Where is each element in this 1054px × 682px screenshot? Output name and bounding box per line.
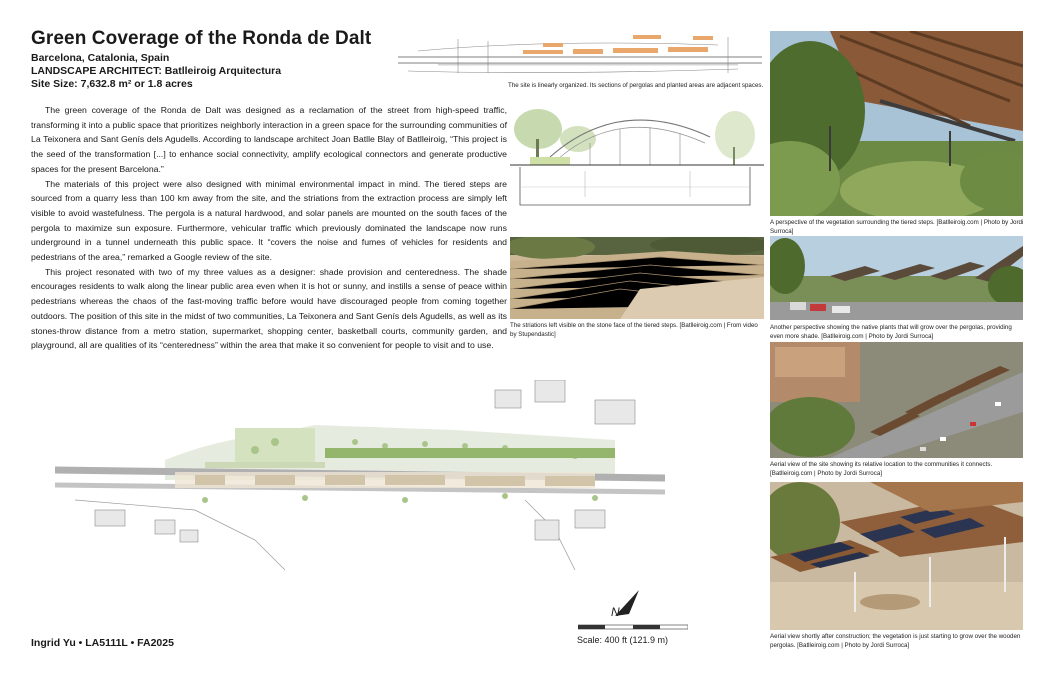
caption-photo-4: Aerial view shortly after construction; the vegetation is just starting to grow over the wooden pergolas. [Batlleiroig.com | Photo by Jordi Surroca] (770, 633, 1021, 649)
tiered-steps-photo (510, 237, 764, 319)
paragraph-2: The materials of this project were also designed with minimal environmental impact in mind. The tiered steps are sourced from a quarry less than 100 km away from the site, and the striations from the extraction process are simply left visible to avoid wastefulness. The pergola is a natural hardwood, and solar panels are mounted on the south faces of the pergola to maximize sun exposure. Furthermore, vehicular traffic which previously dominated the landscape now runs underground in a tunnel underneath this public space. It “covers the noise and fumes of vehicles for residents and pedestrians of the area,” remarked a Google review of the site. (31, 178, 507, 263)
caption-photo-3: Aerial view of the site showing its relative location to the communities it connects. [Batlleiroig.com | Photo by Jordi Surroca] (770, 461, 993, 477)
caption-photo-1: A perspective of the vegetation surrounding the tiered steps. [Batlleiroig.com | Photo by Jordi Surroca] (770, 219, 1024, 235)
project-location: Barcelona, Catalonia, Spain (31, 52, 170, 64)
caption-photo-2: Another perspective showing the native plants that will grow over the pergolas, providing even more shade. [Batlleiroig.com | Photo by Jordi Surroca] (770, 324, 1012, 340)
scale-bar (578, 624, 688, 632)
site-size: Site Size: 7,632.8 m² or 1.8 acres (31, 78, 193, 90)
landscape-architect: LANDSCAPE ARCHITECT: Batlleiroig Arquitectura (31, 65, 282, 77)
north-label: N (611, 605, 620, 619)
native-plants-photo (770, 236, 1023, 320)
caption-plan-strip: The site is linearly organized. Its sections of pergolas and planted areas are adjacent spaces. (508, 82, 764, 89)
scale-label: Scale: 400 ft (121.9 m) (577, 635, 669, 645)
aerial-after-construction-photo (770, 482, 1023, 630)
north-arrow-icon (607, 588, 643, 620)
paragraph-3: This project resonated with two of my three values as a designer: shade provision and centeredness. The shade encourages residents to walk along the linear public area even when it is hot or sunny, and instills a sense of peace within pedestrians whereas the chaos of the fast-moving traffic before would have discouraged people from coming together outdoors. The position of this site in the midst of two communities, La Teixonera and Sant Genís dels Agudells, as well as its stones-throw distance from a metro station, supermarket, shopping center, basketball courts, community garden, and playground, all are qualities of its “centeredness” within the area that make it so convenient for people to visit and to use. (31, 266, 507, 351)
author-course-line: Ingrid Yu • LA5111L • FA2025 (31, 637, 174, 649)
body-text (31, 103, 507, 353)
linear-site-plan-strip (398, 33, 762, 79)
page-title: Green Coverage of the Ronda de Dalt (31, 28, 372, 49)
caption-steps: The striations left visible on the stone face of the tiered steps. [Batlleiroig.com | From video by Stupendastic] (510, 322, 758, 338)
vegetation-perspective-photo (770, 31, 1023, 216)
pergola-section-drawing (510, 97, 764, 207)
paragraph-1: The green coverage of the Ronda de Dalt was designed as a reclamation of the street from high-speed traffic, transforming it into a public space that prioritizes neighborly interaction in a green space for the surrounding communities of La Teixonera and Sant Genís dels Agudells. According to landscape architect Joan Batlle Blay of Batlleiroig, “This project is the seed of the transformation [...] to enhance social connectivity, amplify ecological connectors and generate productive spaces for the present Barcelona.” (31, 105, 507, 174)
site-plan-drawing (55, 380, 665, 580)
aerial-context-photo (770, 342, 1023, 458)
